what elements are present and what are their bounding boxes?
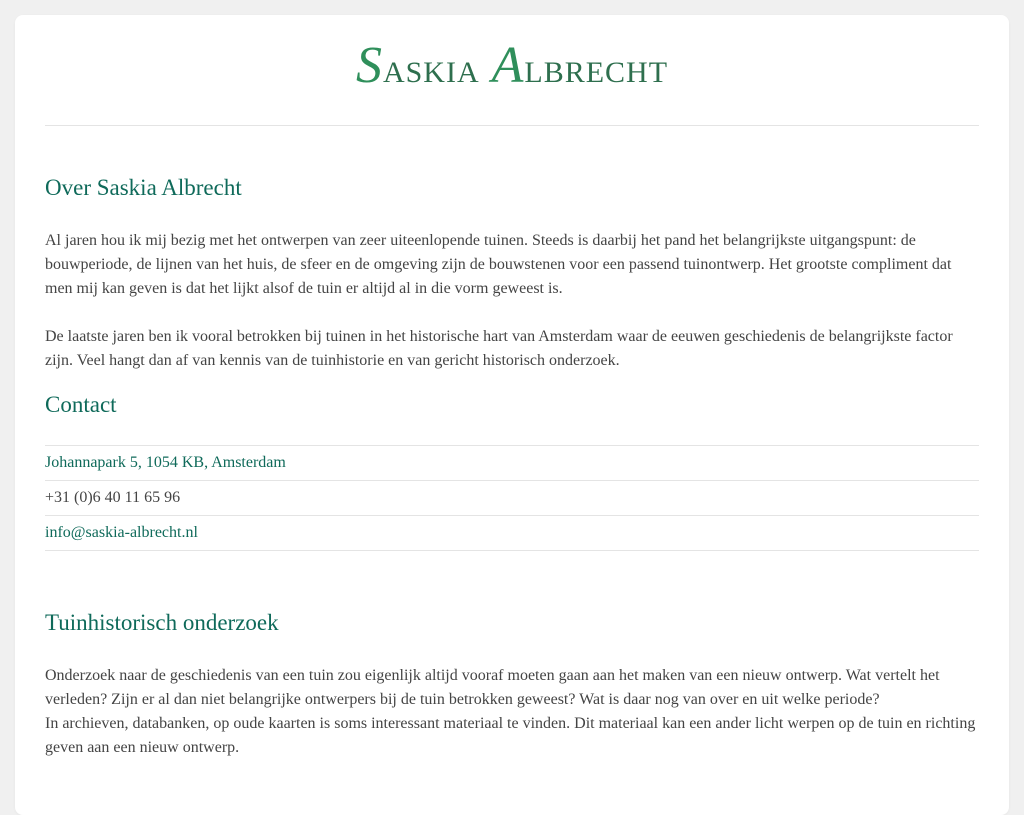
about-paragraph-1: Al jaren hou ik mij bezig met het ontwerpen van zeer uiteenlopende tuinen. Steeds is daarbij het pand het belangrijkste uitgangspunt: de bouwperiode, de lijnen van het huis, de sfeer en de omgeving zijn de bouwstenen voor een passend tuinontwerp. Het grootste compliment dat men mij kan geven is dat het lijkt alsof de tuin er altijd al in die vorm geweest is. xyxy=(45,232,952,297)
about-paragraph-2-wrap xyxy=(45,325,979,373)
page-card xyxy=(15,15,1009,815)
email-link[interactable]: info@saskia-albrecht.nl xyxy=(45,524,198,541)
about-heading: Over Saskia Albrecht xyxy=(45,175,242,200)
research-paragraph-wrap xyxy=(45,664,979,760)
logo-last-initial: A xyxy=(491,37,525,94)
about-paragraph-2: De laatste jaren ben ik vooral betrokken bij tuinen in het historische hart van Amsterdam waar de eeuwen geschiedenis de belangrijkste factor zijn. Veel hangt dan af van kennis van de tuinhistorie en van gericht historisch onderzoek. xyxy=(45,328,953,369)
phone-number: +31 (0)6 40 11 65 96 xyxy=(45,489,181,506)
contact-section xyxy=(45,392,979,418)
research-paragraph-line-a: Onderzoek naar de geschiedenis van een tuin zou eigenlijk altijd vooraf moeten gaan aan het maken van een nieuw ontwerp. Wat vertelt het verleden? Zijn er al dan niet belangrijke ontwerpers bij de tuin betrokken geweest? Wat is daar nog van over en uit welke periode? xyxy=(45,667,940,708)
site-header xyxy=(45,15,979,126)
research-heading: Tuinhistorisch onderzoek xyxy=(45,610,279,635)
logo-first-rest: ASKIA xyxy=(382,56,480,89)
logo-first-initial: S xyxy=(355,37,383,94)
logo-last-rest: LBRECHT xyxy=(524,56,669,89)
about-section xyxy=(45,175,979,201)
content-area xyxy=(45,15,979,756)
contact-list xyxy=(45,445,979,551)
address-link[interactable]: Johannapark 5, 1054 KB, Amsterdam xyxy=(45,454,286,471)
contact-phone-row xyxy=(45,481,979,516)
contact-address-row xyxy=(45,446,979,481)
research-paragraph-line-b: In archieven, databanken, op oude kaarten is soms interessant materiaal te vinden. Dit materiaal kan een ander licht werpen op de tuin en richting geven aan een nieuw ontwerp. xyxy=(45,715,976,756)
research-paragraph-1 xyxy=(45,664,979,760)
contact-heading: Contact xyxy=(45,392,117,417)
research-section xyxy=(45,610,979,636)
contact-email-row xyxy=(45,516,979,551)
about-paragraph-1-wrap xyxy=(45,229,979,301)
site-logo[interactable] xyxy=(45,37,979,98)
